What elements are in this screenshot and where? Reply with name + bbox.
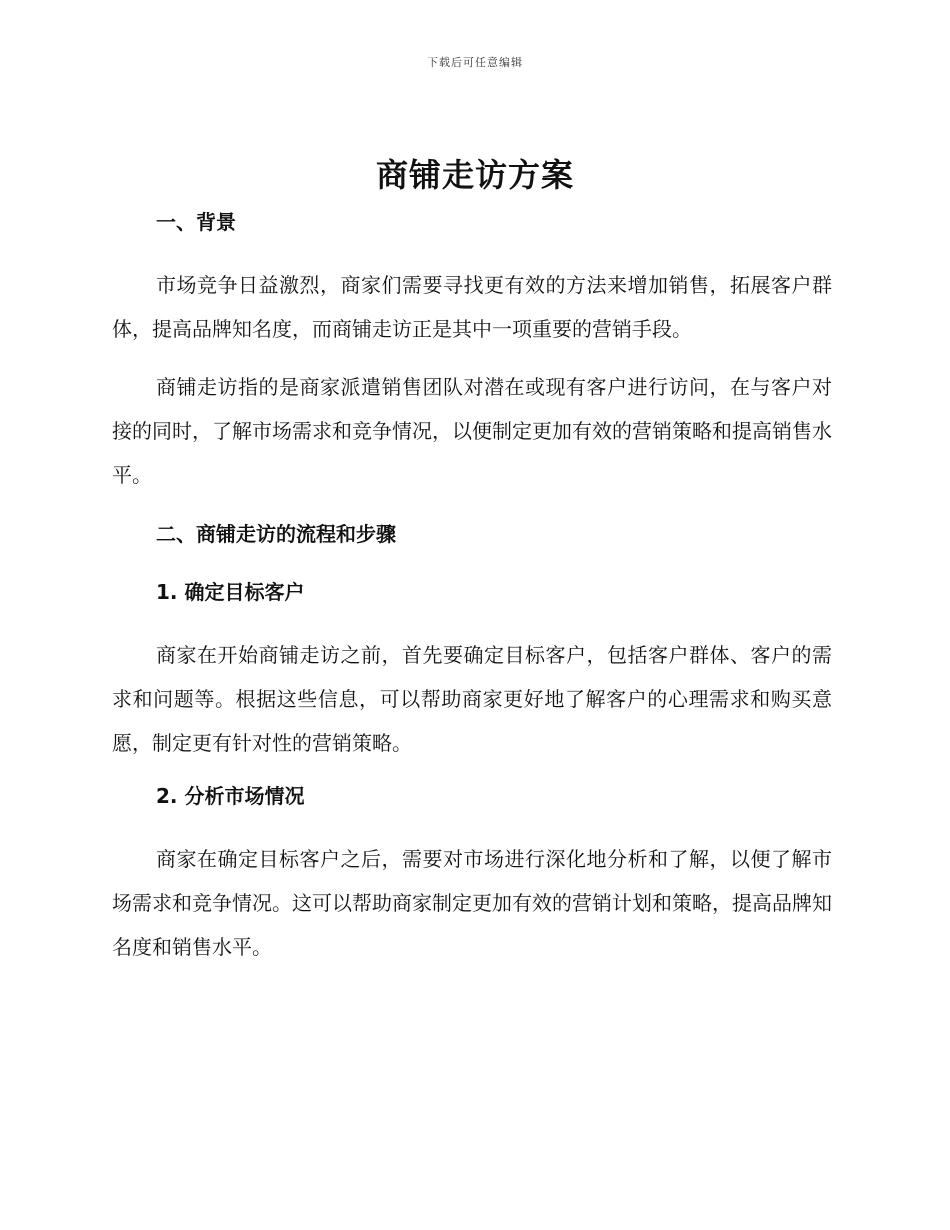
section-heading-process: 二、商铺走访的流程和步骤 bbox=[156, 522, 396, 546]
step-paragraph-2: 商家在确定目标客户之后，需要对市场进行深化地分析和了解，以便了解市场需求和竞争情况。这可以帮助商家制定更加有效的营销计划和策略，提高品牌知名度和销售水平。 bbox=[112, 847, 832, 959]
step-heading-2: 2. 分析市场情况 bbox=[156, 784, 305, 808]
section-heading-background: 一、背景 bbox=[156, 210, 236, 234]
background-paragraph-1: 市场竞争日益激烈，商家们需要寻找更有效的方法来增加销售，拓展客户群体，提高品牌知名度，而商铺走访正是其中一项重要的营销手段。 bbox=[112, 273, 832, 341]
step-paragraph-1: 商家在开始商铺走访之前，首先要确定目标客户，包括客户群体、客户的需求和问题等。根据这些信息，可以帮助商家更好地了解客户的心理需求和购买意愿，制定更有针对性的营销策略。 bbox=[112, 643, 832, 755]
background-paragraph-2: 商铺走访指的是商家派遣销售团队对潜在或现有客户进行访问，在与客户对接的同时，了解市场需求和竞争情况，以便制定更加有效的营销策略和提高销售水平。 bbox=[112, 375, 832, 487]
document-title: 商铺走访方案 bbox=[375, 156, 574, 194]
step-heading-1: 1. 确定目标客户 bbox=[156, 580, 305, 604]
header-note: 下载后可任意编辑 bbox=[427, 56, 523, 69]
document-body bbox=[112, 205, 832, 983]
